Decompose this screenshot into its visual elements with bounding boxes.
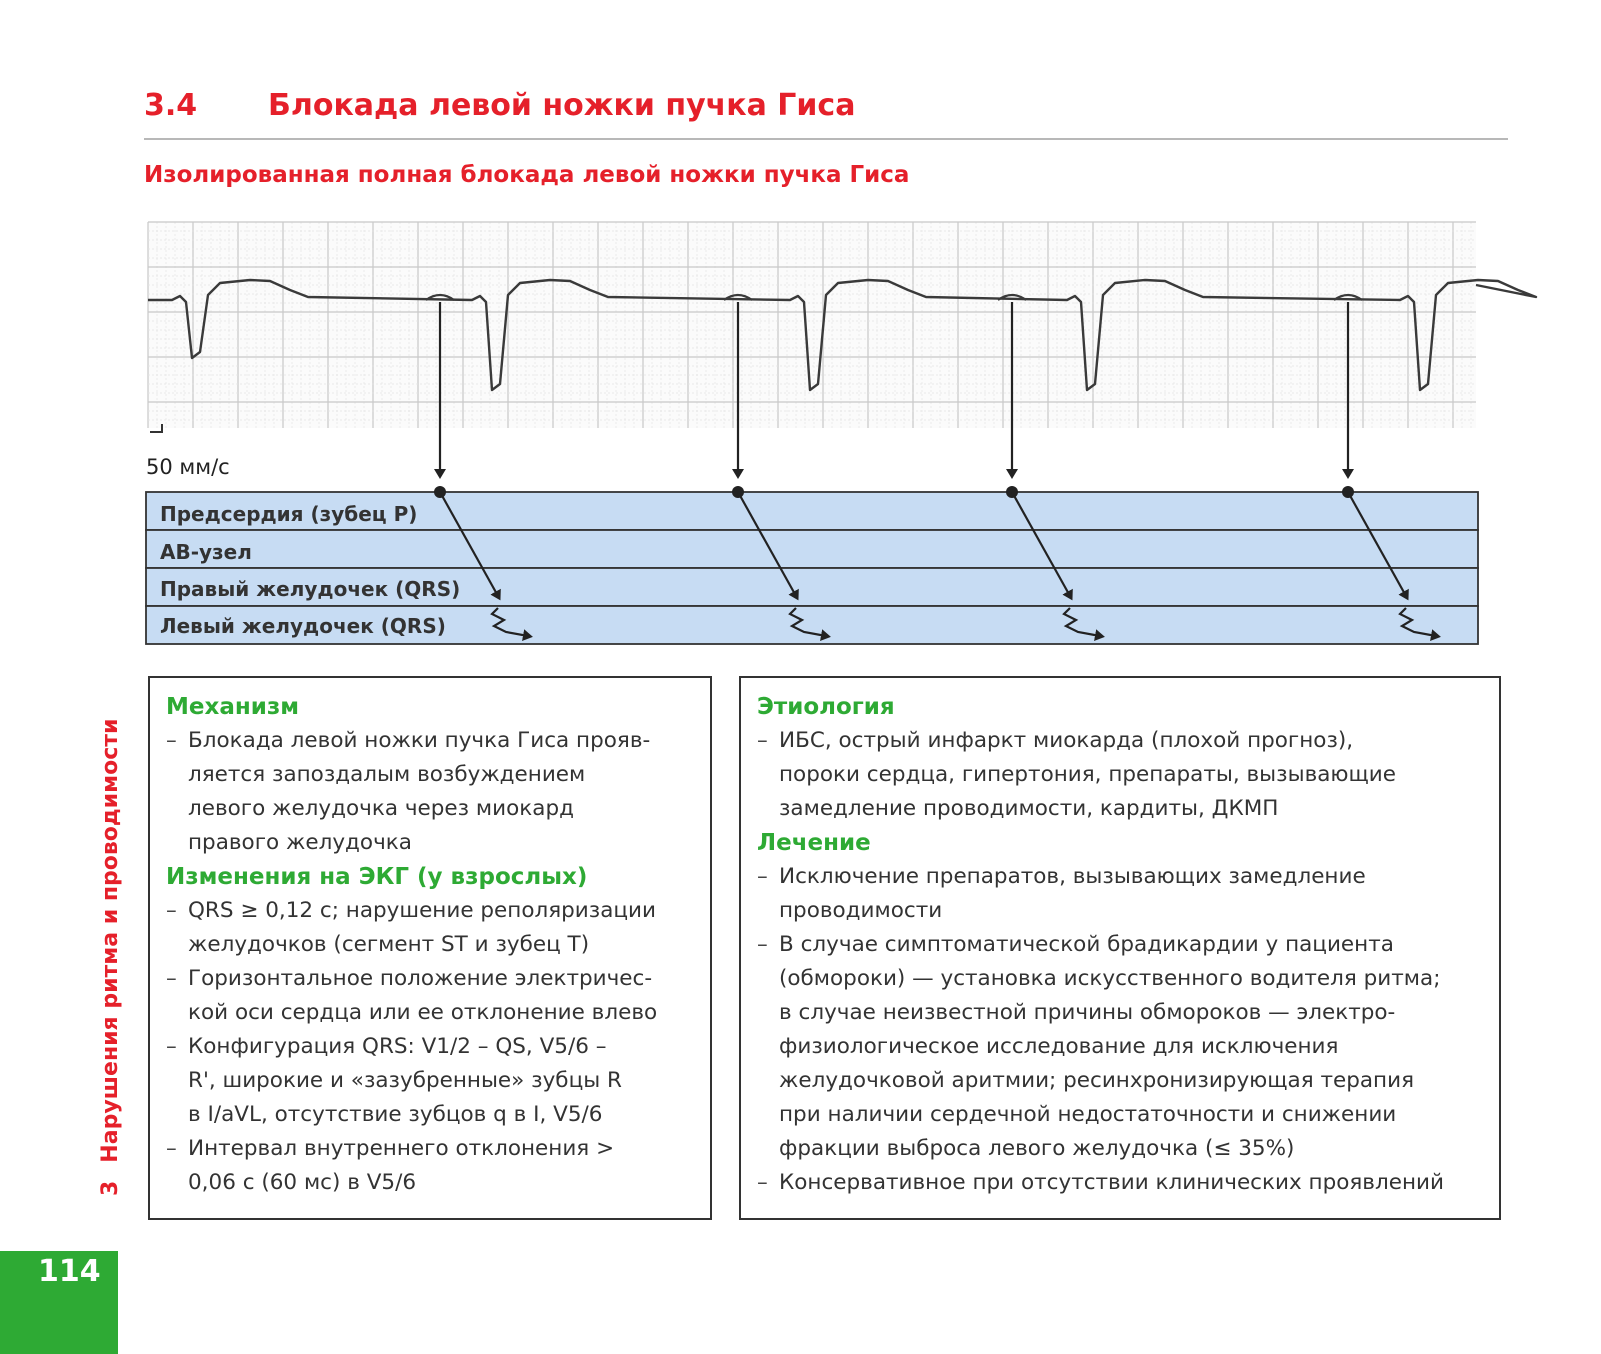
ecg-change-line: 0,06 с (60 мс) в V5/6 <box>188 1170 417 1195</box>
treatment-line: Исключение препаратов, вызывающих замедление <box>779 864 1366 889</box>
mechanism-line: ляется запоздалым возбуждением <box>188 762 586 787</box>
grid-background <box>148 222 1476 428</box>
etiology-item: – ИБС, острый инфаркт миокарда (плохой прогноз), пороки сердца, гипертония, препараты, вызывающие замедление проводимости, кардиты, ДКМП <box>757 724 1491 826</box>
ecg-change-line: Интервал внутреннего отклонения > <box>188 1136 615 1161</box>
ecg-change-line: желудочков (сегмент ST и зубец T) <box>188 932 590 957</box>
treatment-line: физиологическое исследование для исключения <box>779 1034 1339 1059</box>
ecg-change-line: QRS ≥ 0,12 с; нарушение реполяризации <box>188 898 656 923</box>
ecg-change-line: кой оси сердца или ее отклонение влево <box>188 1000 658 1025</box>
subtitle: Изолированная полная блокада левой ножки пучка Гиса <box>144 162 910 188</box>
treatment-line: проводимости <box>779 898 943 923</box>
lane-label-left-ventricle: Левый желудочек (QRS) <box>160 614 446 638</box>
ecg-change-item: – Конфигурация QRS: V1/2 – QS, V5/6 – R', широкие и «зазубренные» зубцы R в I/aVL, отсутствие зубцов q в I, V5/6 <box>166 1030 702 1132</box>
section-number: 3.4 <box>144 88 198 123</box>
mechanism-line: левого желудочка через миокард <box>188 796 574 821</box>
treatment-line: Консервативное при отсутствии клинических проявлений <box>779 1170 1444 1195</box>
treatment-line: В случае симптоматической брадикардии у пациента <box>779 932 1394 957</box>
ecg-change-line: в I/aVL, отсутствие зубцов q в I, V5/6 <box>188 1102 603 1127</box>
section-title: Блокада левой ножки пучка Гиса <box>268 88 856 123</box>
etiology-line: ИБС, острый инфаркт миокарда (плохой прогноз), <box>779 728 1354 753</box>
mechanism-line: Блокада левой ножки пучка Гиса прояв- <box>188 728 651 753</box>
chapter-title: Нарушения ритма и проводимости <box>98 718 123 1163</box>
mechanism-item: – Блокада левой ножки пучка Гиса прояв- ляется запоздалым возбуждением левого желудочка через миокард правого желудочка <box>166 724 702 860</box>
treatment-item: – Консервативное при отсутствии клинических проявлений <box>757 1166 1491 1200</box>
lane-label-av-node: АВ-узел <box>160 540 252 564</box>
chapter-number: 3 <box>98 1180 123 1196</box>
etiology-heading: Этиология <box>757 694 895 720</box>
ecg-change-line: Горизонтальное положение электричес- <box>188 966 653 991</box>
treatment-line: в случае неизвестной причины обмороков — электро- <box>779 1000 1396 1025</box>
ecg-change-item: – QRS ≥ 0,12 с; нарушение реполяризации желудочков (сегмент ST и зубец T) <box>166 894 702 962</box>
speed-label: 50 мм/с <box>146 455 230 479</box>
ecg-grid <box>148 222 1476 428</box>
lane-label-right-ventricle: Правый желудочек (QRS) <box>160 577 461 601</box>
ecg-change-line: R', широкие и «зазубренные» зубцы R <box>188 1068 622 1093</box>
mechanism-heading: Механизм <box>166 694 300 720</box>
etiology-treatment-box <box>739 676 1501 1220</box>
page-number: 114 <box>38 1254 101 1289</box>
treatment-heading: Лечение <box>757 830 871 856</box>
treatment-line: (обмороки) — установка искусственного водителя ритма; <box>779 966 1441 991</box>
treatment-line: при наличии сердечной недостаточности и снижении <box>779 1102 1397 1127</box>
ecg-changes-heading: Изменения на ЭКГ (у взрослых) <box>166 864 588 890</box>
etiology-line: замедление проводимости, кардиты, ДКМП <box>779 796 1279 821</box>
ecg-change-item: – Интервал внутреннего отклонения > 0,06 с (60 мс) в V5/6 <box>166 1132 702 1200</box>
etiology-line: пороки сердца, гипертония, препараты, вызывающие <box>779 762 1396 787</box>
ecg-change-item: – Горизонтальное положение электричес- кой оси сердца или ее отклонение влево <box>166 962 702 1030</box>
treatment-line: фракции выброса левого желудочка (≤ 35%) <box>779 1136 1295 1161</box>
mechanism-line: правого желудочка <box>188 830 412 855</box>
ecg-change-line: Конфигурация QRS: V1/2 – QS, V5/6 – <box>188 1034 607 1059</box>
treatment-item: – Исключение препаратов, вызывающих замедление проводимости <box>757 860 1491 928</box>
mechanism-box <box>148 676 712 1220</box>
treatment-item: – В случае симптоматической брадикардии у пациента (обмороки) — установка искусственного водителя ритма; в случае неизвестной причины обмороков — электро- физиологическое исследование для исключения желудочковой аритмии; ресинхронизирующая терапия при наличии сердечной недостаточности и снижении фракции выброса левого желудочка (≤ 35%) <box>757 928 1491 1166</box>
chapter-sidebar <box>98 719 123 1196</box>
lane-row <box>146 530 1478 568</box>
treatment-line: желудочковой аритмии; ресинхронизирующая терапия <box>779 1068 1415 1093</box>
lane-label-atria: Предсердия (зубец P) <box>160 502 418 526</box>
